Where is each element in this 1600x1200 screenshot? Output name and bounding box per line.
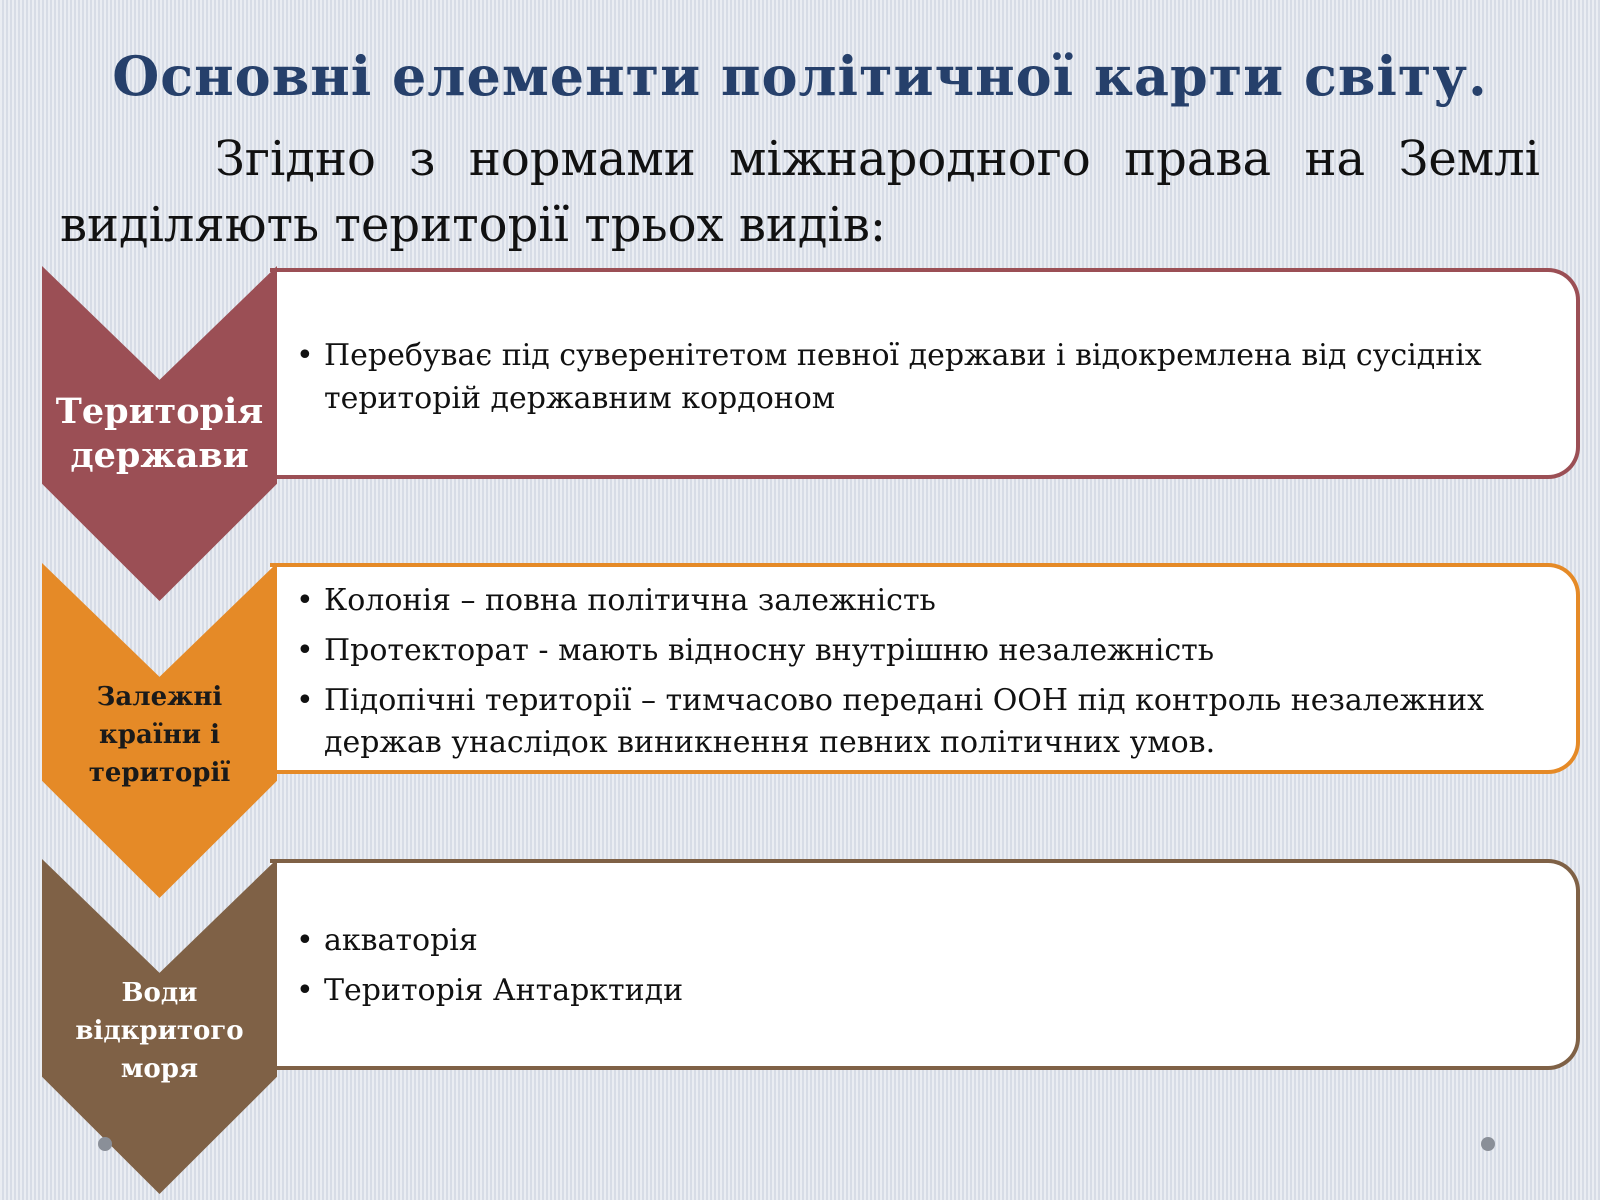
category-label-dependent-territories: Залежні країни і території [88, 682, 231, 788]
list-item: • Колонія – повна політична залежність [296, 580, 1556, 622]
slide-title: Основні елементи політичної карти світу. [112, 44, 1488, 108]
intro-text: Згідно з нормами міжнародного права на Землі виділяють території трьох видів: [60, 131, 1540, 253]
category-label-state-territory: Територія держави [55, 391, 264, 476]
decorative-dot-left [98, 1137, 112, 1151]
category-label-open-sea: Води відкритого моря [75, 978, 244, 1084]
bullet-list-open-sea [296, 920, 1556, 1020]
list-item: • Територія Антарктиди [296, 970, 1556, 1012]
list-item: • Протекторат - мають відносну внутрішню незалежність [296, 630, 1556, 672]
bullet-list-dependent-territories [296, 580, 1556, 772]
list-item: • акваторія [296, 920, 1556, 962]
decorative-dot-right [1481, 1137, 1495, 1151]
list-item: • Перебуває під суверенітетом певної держави і відокремлена від сусідніх територій державним кордоном [296, 334, 1556, 420]
list-item: • Підопічні території – тимчасово передані ООН під контроль незалежних держав унаслідок виникнення певних політичних умов. [296, 680, 1556, 764]
bullet-list-state-territory [296, 334, 1556, 420]
